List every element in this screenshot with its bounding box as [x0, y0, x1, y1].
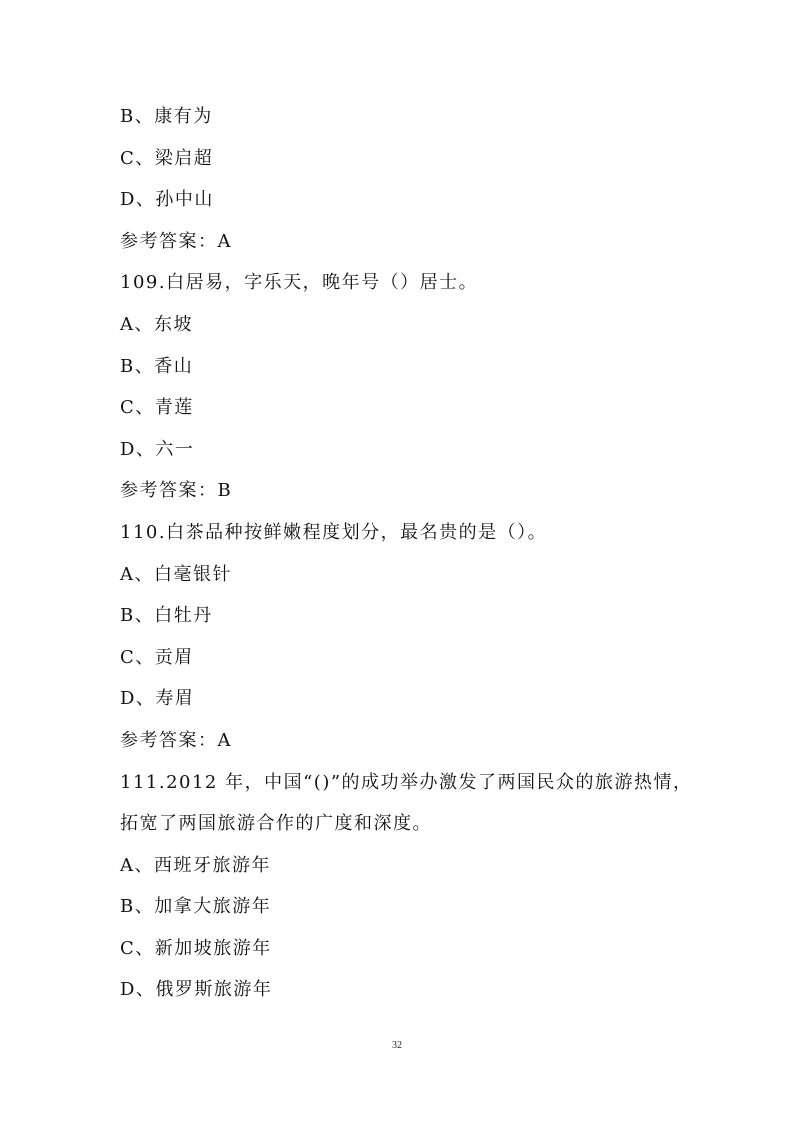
option-b-kang-youwei: B、康有为: [120, 106, 213, 127]
question-111-line-2: 拓宽了两国旅游合作的广度和深度。: [120, 813, 432, 835]
question-109-option-a: A、东坡: [120, 313, 193, 335]
question-111-option-a: A、西班牙旅游年: [120, 854, 271, 876]
question-110-option-a: A、白毫银针: [120, 563, 232, 585]
question-109-option-c: C、青莲: [120, 397, 194, 419]
answer-109: 参考答案：B: [120, 480, 233, 502]
question-109: 109.白居易，字乐天，晚年号（）居士。: [120, 272, 479, 294]
question-111-option-b: B、加拿大旅游年: [120, 896, 272, 918]
question-content: [120, 96, 693, 1011]
question-109-option-d: D、六一: [120, 438, 195, 460]
page-number: 32: [392, 1040, 402, 1051]
question-110-option-c: C、贡眉: [120, 646, 194, 668]
question-111-line-1: 111.2012 年，中国“()”的成功举办激发了两国民众的旅游热情，: [120, 771, 693, 793]
question-109-option-b: B、香山: [120, 355, 194, 377]
answer-110: 参考答案：A: [120, 729, 232, 751]
question-110: 110.白茶品种按鲜嫩程度划分，最名贵的是（）。: [120, 521, 548, 543]
question-111-option-c: C、新加坡旅游年: [120, 937, 272, 959]
question-111-option-d: D、俄罗斯旅游年: [120, 979, 273, 1001]
question-110-option-d: D、寿眉: [120, 688, 195, 710]
option-c-liang-qichao: C、梁启超: [120, 147, 214, 169]
option-d-sun-zhongshan: D、孙中山: [120, 189, 214, 211]
answer-108: 参考答案：A: [120, 230, 232, 252]
question-110-option-b: B、白牡丹: [120, 605, 213, 627]
